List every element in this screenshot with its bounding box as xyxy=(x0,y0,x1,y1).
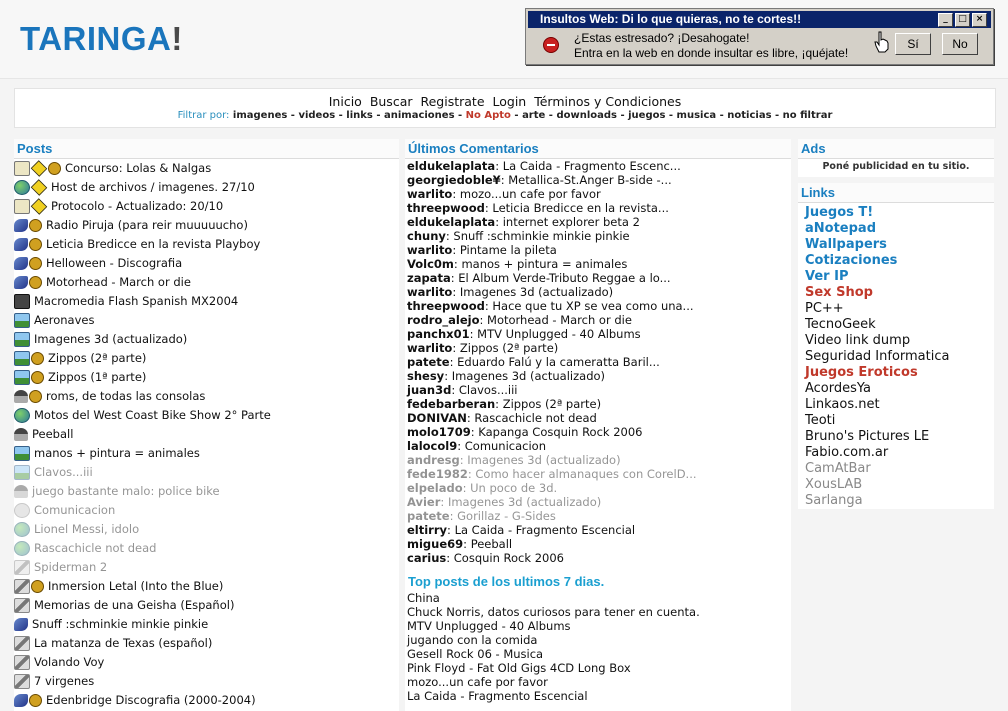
img-icon xyxy=(14,351,30,366)
links-heading: Links xyxy=(798,183,994,203)
close-icon[interactable]: × xyxy=(972,13,987,27)
comment-user[interactable]: fedebarberan xyxy=(407,397,496,411)
comment-item[interactable]: georgiedoble¥: Metallica-St.Anger B-side -... xyxy=(407,173,672,187)
post-item[interactable] xyxy=(14,539,399,558)
filter-bar: Filtrar por: imagenes - videos - links - animaciones - No Apto - arte - downloads - juegos - musica - noticias - no filtrar xyxy=(177,110,833,121)
filter-noticias[interactable]: noticias xyxy=(727,110,772,121)
music-icon xyxy=(14,219,28,232)
filter-no-apto[interactable]: No Apto xyxy=(465,110,511,121)
comment-item[interactable]: juan3d: Clavos...iii xyxy=(407,383,518,397)
key-icon xyxy=(29,257,42,270)
pencil-icon xyxy=(14,674,30,689)
key-icon xyxy=(31,352,44,365)
post-item[interactable] xyxy=(14,577,399,596)
filter-juegos[interactable]: juegos xyxy=(628,110,666,121)
nav-link-login[interactable]: Login xyxy=(492,94,527,109)
comment-post-title[interactable]: manos + pintura = animales xyxy=(461,257,628,271)
minimize-icon[interactable]: _ xyxy=(938,13,953,27)
post-title[interactable]: Imagenes 3d (actualizado) xyxy=(34,332,188,346)
comment-user[interactable]: fede1982 xyxy=(407,467,468,481)
globe-icon xyxy=(14,408,30,423)
comment-post-title[interactable]: Un poco de 3d. xyxy=(470,481,558,495)
warn-icon xyxy=(31,198,47,214)
comment-user[interactable]: warlito xyxy=(407,243,453,257)
music-icon xyxy=(14,257,28,270)
sidebar-link[interactable]: aNotepad xyxy=(805,221,876,236)
comment-post-title[interactable]: mozo...un cafe por favor xyxy=(459,187,601,201)
post-item[interactable] xyxy=(14,216,399,235)
sidebar-link[interactable]: Ver IP xyxy=(805,269,849,284)
post-title[interactable]: Protocolo - Actualizado: 20/10 xyxy=(51,199,224,213)
post-item[interactable] xyxy=(14,615,399,634)
posts-heading: Posts xyxy=(14,139,399,159)
comment-item[interactable]: molo1709: Kapanga Cosquin Rock 2006 xyxy=(407,425,643,439)
post-title[interactable]: Aeronaves xyxy=(34,313,95,327)
comment-user[interactable]: eldukelaplata xyxy=(407,215,496,229)
key-icon xyxy=(31,580,44,593)
sidebar-link[interactable]: XousLAB xyxy=(805,477,863,492)
comment-user[interactable]: georgiedoble¥ xyxy=(407,173,501,187)
pencil-icon xyxy=(14,579,30,594)
post-item[interactable] xyxy=(14,482,399,501)
comment-user[interactable]: andresg xyxy=(407,453,460,467)
comment-post-title[interactable]: Kapanga Cosquin Rock 2006 xyxy=(478,425,643,439)
comment-post-title[interactable]: Snuff :schminkie minkie pinkie xyxy=(453,229,630,243)
post-item[interactable] xyxy=(14,254,399,273)
post-title[interactable]: La matanza de Texas (español) xyxy=(34,636,213,650)
comment-user[interactable]: shesy xyxy=(407,369,445,383)
music-icon xyxy=(14,618,28,631)
logo-bang: ! xyxy=(171,20,183,57)
sidebar-link[interactable]: PC++ xyxy=(805,301,844,316)
comment-item[interactable]: migue69: Peeball xyxy=(407,537,513,551)
logo-text: TARINGA xyxy=(20,20,172,57)
post-title[interactable]: juego bastante malo: police bike xyxy=(32,484,220,498)
ad-popup-headline: ¿Estas estresado? ¡Desahogate! xyxy=(574,31,750,45)
post-item[interactable] xyxy=(14,368,399,387)
comment-user[interactable]: panchx01 xyxy=(407,327,470,341)
comment-post-title[interactable]: Peeball xyxy=(470,537,513,551)
comment-item[interactable]: eltirry: La Caida - Fragmento Escencial xyxy=(407,523,636,537)
sidebar-link[interactable]: Sex Shop xyxy=(805,285,873,300)
comment-post-title[interactable]: Clavos...iii xyxy=(458,383,518,397)
site-logo[interactable] xyxy=(20,20,183,58)
sidebar-link[interactable]: Linkaos.net xyxy=(805,397,880,412)
post-item[interactable] xyxy=(14,558,399,577)
globe-icon xyxy=(14,522,30,537)
post-item[interactable] xyxy=(14,634,399,653)
comment-user[interactable]: Avier xyxy=(407,495,441,509)
sidebar-link[interactable]: Teoti xyxy=(805,413,836,428)
sidebar-link[interactable]: AcordesYa xyxy=(805,381,872,396)
hand-cursor-icon xyxy=(874,31,890,53)
top-posts-heading: Top posts de los ultimos 7 dias. xyxy=(408,574,605,589)
comment-post-title[interactable]: Imagenes 3d (actualizado) xyxy=(451,369,606,383)
filter-animaciones[interactable]: animaciones xyxy=(383,110,455,121)
comment-item[interactable]: threepwood: Leticia Bredicce en la revista... xyxy=(407,201,669,215)
comment-user[interactable]: warlito xyxy=(407,187,453,201)
ad-popup-subtext: Entra en la web en donde insultar es libre, ¡quéjate! xyxy=(574,46,849,60)
nav-link-buscar[interactable]: Buscar xyxy=(369,94,413,109)
joy-icon xyxy=(14,428,28,441)
post-item[interactable] xyxy=(14,197,399,216)
key-icon xyxy=(29,238,42,251)
sidebar-link[interactable]: TecnoGeek xyxy=(805,317,876,332)
post-item[interactable] xyxy=(14,425,399,444)
warn-icon xyxy=(31,179,47,195)
posts-list xyxy=(14,159,399,710)
nav-links xyxy=(15,94,995,109)
ad-yes-button[interactable]: Sí xyxy=(895,33,931,55)
comment-user[interactable]: threepwood xyxy=(407,201,485,215)
comment-user[interactable]: elpelado xyxy=(407,481,463,495)
comment-post-title[interactable]: internet explorer beta 2 xyxy=(502,215,640,229)
filter-videos[interactable]: videos xyxy=(298,110,336,121)
comment-item[interactable]: warlito: Pintame la pileta xyxy=(407,243,557,257)
nav-link-registrate[interactable]: Registrate xyxy=(420,94,485,109)
comment-post-title[interactable]: Rascachicle not dead xyxy=(474,411,597,425)
post-item[interactable] xyxy=(14,330,399,349)
filter-links[interactable]: links xyxy=(346,110,373,121)
post-item[interactable] xyxy=(14,349,399,368)
filter-downloads[interactable]: downloads xyxy=(556,110,617,121)
pencil-icon xyxy=(14,560,30,575)
comment-item[interactable]: Volc0m: manos + pintura = animales xyxy=(407,257,628,271)
comment-item[interactable]: andresg: Imagenes 3d (actualizado) xyxy=(407,453,621,467)
post-item[interactable] xyxy=(14,235,399,254)
post-title[interactable]: Comunicacion xyxy=(34,503,116,517)
post-item[interactable] xyxy=(14,444,399,463)
comment-post-title[interactable]: El Album Verde-Tributo Reggae a lo... xyxy=(458,271,671,285)
post-title[interactable]: Snuff :schminkie minkie pinkie xyxy=(32,617,209,631)
comment-post-title[interactable]: Gorillaz - G-Sides xyxy=(457,509,556,523)
comment-post-title[interactable]: La Caida - Fragmento Escenc... xyxy=(502,159,681,173)
post-title[interactable]: Helloween - Discografia xyxy=(46,256,183,270)
comment-item[interactable]: elpelado: Un poco de 3d. xyxy=(407,481,558,495)
post-title[interactable]: manos + pintura = animales xyxy=(34,446,200,460)
sidebar-link[interactable]: Video link dump xyxy=(805,333,911,348)
filter-arte[interactable]: arte xyxy=(522,110,546,121)
top-post-item[interactable]: China xyxy=(407,591,440,605)
comment-item[interactable]: fedebarberan: Zippos (2ª parte) xyxy=(407,397,602,411)
post-item[interactable] xyxy=(14,406,399,425)
comment-item[interactable]: warlito: mozo...un cafe por favor xyxy=(407,187,601,201)
joy-icon xyxy=(14,390,28,403)
comment-user[interactable]: eldukelaplata xyxy=(407,159,496,173)
comment-item[interactable]: lalocol9: Comunicacion xyxy=(407,439,547,453)
comment-user[interactable]: migue69 xyxy=(407,537,464,551)
ad-popup-title: Insultos Web: Di lo que quieras, no te cortes!! xyxy=(540,12,802,26)
link-icon xyxy=(14,503,30,518)
top-posts-list xyxy=(405,591,791,703)
post-title[interactable]: Radio Piruja (para reir muuuuucho) xyxy=(46,218,248,232)
img-icon xyxy=(14,332,30,347)
post-title[interactable]: Spiderman 2 xyxy=(34,560,108,574)
comment-user[interactable]: rodro_alejo xyxy=(407,313,480,327)
warn-icon xyxy=(31,160,47,176)
music-icon xyxy=(14,276,28,289)
comment-post-title[interactable]: La Caida - Fragmento Escencial xyxy=(454,523,636,537)
comment-user[interactable]: warlito xyxy=(407,341,453,355)
comment-item[interactable]: rodro_alejo: Motorhead - March or die xyxy=(407,313,632,327)
comment-item[interactable]: DONIVAN: Rascachicle not dead xyxy=(407,411,597,425)
top-post-item[interactable]: mozo...un cafe por favor xyxy=(407,675,548,689)
sidebar-link[interactable]: Fabio.com.ar xyxy=(805,445,889,460)
comment-item[interactable]: panchx01: MTV Unplugged - 40 Albums xyxy=(407,327,641,341)
post-item[interactable] xyxy=(14,653,399,672)
comment-post-title[interactable]: MTV Unplugged - 40 Albums xyxy=(477,327,641,341)
filter-imagenes[interactable]: imagenes xyxy=(232,110,288,121)
comment-post-title[interactable]: Hace que tu XP se vea como una... xyxy=(492,299,694,313)
sidebar-link[interactable]: Bruno's Pictures LE xyxy=(805,429,930,444)
header xyxy=(0,0,1008,79)
comment-user[interactable]: Volc0m xyxy=(407,257,454,271)
comment-post-title[interactable]: Como hacer almanaques con CorelD... xyxy=(475,467,697,481)
post-title[interactable]: 7 virgenes xyxy=(34,674,95,688)
img-icon xyxy=(14,313,30,328)
post-item[interactable] xyxy=(14,672,399,691)
post-item[interactable] xyxy=(14,311,399,330)
top-post-item[interactable]: Gesell Rock 06 - Musica xyxy=(407,647,544,661)
comment-user[interactable]: threepwood xyxy=(407,299,485,313)
ads-text[interactable]: Poné publicidad en tu sitio. xyxy=(822,161,970,172)
comment-item[interactable]: warlito: Zippos (2ª parte) xyxy=(407,341,559,355)
comments-list xyxy=(405,159,791,565)
comment-item[interactable]: carius: Cosquin Rock 2006 xyxy=(407,551,564,565)
key-icon xyxy=(29,694,42,707)
top-post-item[interactable]: Pink Floyd - Fat Old Gigs 4CD Long Box xyxy=(407,661,631,675)
key-icon xyxy=(29,276,42,289)
comment-item[interactable]: zapata: El Album Verde-Tributo Reggae a lo... xyxy=(407,271,671,285)
docs-icon xyxy=(14,161,30,176)
comment-user[interactable]: molo1709 xyxy=(407,425,471,439)
maximize-icon[interactable]: □ xyxy=(955,13,970,27)
ad-no-button[interactable]: No xyxy=(942,33,978,55)
comment-item[interactable]: patete: Eduardo Falú y la cameratta Baril... xyxy=(407,355,660,369)
posts-column xyxy=(14,139,399,711)
music-icon xyxy=(14,238,28,251)
post-title[interactable]: Leticia Bredicce en la revista Playboy xyxy=(46,237,261,251)
key-icon xyxy=(29,390,42,403)
comment-user[interactable]: zapata xyxy=(407,271,451,285)
comment-post-title[interactable]: Imagenes 3d (actualizado) xyxy=(459,285,614,299)
sidebar-link[interactable]: Juegos T! xyxy=(805,205,874,220)
sidebar-link[interactable]: Seguridad Informatica xyxy=(805,349,950,364)
post-title[interactable]: Volando Voy xyxy=(34,655,105,669)
top-post-item[interactable]: jugando con la comida xyxy=(407,633,538,647)
post-title[interactable]: Motorhead - March or die xyxy=(46,275,191,289)
comment-user[interactable]: eltirry xyxy=(407,523,448,537)
post-title[interactable]: Zippos (2ª parte) xyxy=(48,351,147,365)
links-box xyxy=(798,183,994,509)
ad-popup-titlebar xyxy=(528,11,991,28)
comment-item[interactable]: chuny: Snuff :schminkie minkie pinkie xyxy=(407,229,630,243)
comment-post-title[interactable]: Comunicacion xyxy=(464,439,547,453)
post-title[interactable]: Peeball xyxy=(32,427,74,441)
post-title[interactable]: Clavos...iii xyxy=(34,465,93,479)
ads-heading: Ads xyxy=(798,139,994,159)
comment-post-title[interactable]: Zippos (2ª parte) xyxy=(502,397,602,411)
pencil-icon xyxy=(14,636,30,651)
comment-user[interactable]: carius xyxy=(407,551,447,565)
comments-column xyxy=(405,139,791,711)
sidebar-link[interactable]: Wallpapers xyxy=(805,237,887,252)
post-title[interactable]: Inmersion Letal (Into the Blue) xyxy=(48,579,224,593)
post-title[interactable]: Edenbridge Discografia (2000-2004) xyxy=(46,693,256,707)
right-sidebar xyxy=(798,139,994,519)
top-post-item[interactable]: La Caida - Fragmento Escencial xyxy=(407,689,588,703)
img-icon xyxy=(14,446,30,461)
key-icon xyxy=(48,162,61,175)
pencil-icon xyxy=(14,598,30,613)
links-list xyxy=(798,203,994,509)
pencil-icon xyxy=(14,655,30,670)
key-icon xyxy=(31,371,44,384)
post-item[interactable] xyxy=(14,463,399,482)
post-title[interactable]: Host de archivos / imagenes. 27/10 xyxy=(51,180,255,194)
comment-item[interactable]: fede1982: Como hacer almanaques con CorelD... xyxy=(407,467,697,481)
joy-icon xyxy=(14,485,28,498)
sidebar-link[interactable]: Juegos Eroticos xyxy=(805,365,918,380)
ads-box xyxy=(798,139,994,177)
post-item[interactable] xyxy=(14,273,399,292)
comment-user[interactable]: patete xyxy=(407,509,450,523)
nav-link-inicio[interactable]: Inicio xyxy=(328,94,362,109)
sidebar-link[interactable]: Cotizaciones xyxy=(805,253,898,268)
globe-icon xyxy=(14,541,30,556)
angry-face-icon xyxy=(543,37,559,53)
post-item[interactable] xyxy=(14,387,399,406)
post-title[interactable]: Macromedia Flash Spanish MX2004 xyxy=(34,294,239,308)
img-icon xyxy=(14,370,30,385)
post-item[interactable] xyxy=(14,159,399,178)
filter-no-filtrar[interactable]: no filtrar xyxy=(782,110,833,121)
post-title[interactable]: Rascachicle not dead xyxy=(34,541,157,555)
comment-post-title[interactable]: Zippos (2ª parte) xyxy=(459,341,559,355)
post-item[interactable] xyxy=(14,292,399,311)
comment-user[interactable]: lalocol9 xyxy=(407,439,458,453)
comment-user[interactable]: chuny xyxy=(407,229,446,243)
comment-post-title[interactable]: Metallica-St.Anger B-side -... xyxy=(508,173,672,187)
comment-user[interactable]: warlito xyxy=(407,285,453,299)
post-title[interactable]: Concurso: Lolas & Nalgas xyxy=(65,161,212,175)
docs-icon xyxy=(14,199,30,214)
sidebar-link[interactable]: CamAtBar xyxy=(805,461,871,476)
comment-item[interactable]: threepwood: Hace que tu XP se vea como una... xyxy=(407,299,694,313)
ad-popup-window[interactable] xyxy=(525,8,994,65)
globe-icon xyxy=(14,180,30,195)
filter-label: Filtrar por: xyxy=(177,110,230,121)
filter-musica[interactable]: musica xyxy=(676,110,717,121)
music-icon xyxy=(14,694,28,707)
img-icon xyxy=(14,465,30,480)
comment-item[interactable]: warlito: Imagenes 3d (actualizado) xyxy=(407,285,614,299)
comment-user[interactable]: DONIVAN xyxy=(407,411,467,425)
post-title[interactable]: roms, de todas las consolas xyxy=(46,389,206,403)
comment-post-title[interactable]: Imagenes 3d (actualizado) xyxy=(447,495,602,509)
post-item[interactable] xyxy=(14,501,399,520)
comment-item[interactable]: eldukelaplata: internet explorer beta 2 xyxy=(407,215,640,229)
comments-heading: Últimos Comentarios xyxy=(405,139,791,159)
post-item[interactable] xyxy=(14,520,399,539)
post-title[interactable]: Lionel Messi, idolo xyxy=(34,522,140,536)
comment-post-title[interactable]: Leticia Bredicce en la revista... xyxy=(492,201,669,215)
sidebar-link[interactable]: Sarlanga xyxy=(805,493,863,508)
main-nav xyxy=(14,88,996,128)
comment-item[interactable]: patete: Gorillaz - G-Sides xyxy=(407,509,556,523)
top-post-item[interactable]: Chuck Norris, datos curiosos para tener en cuenta. xyxy=(407,605,700,619)
post-item[interactable] xyxy=(14,691,399,710)
comment-item[interactable]: Avier: Imagenes 3d (actualizado) xyxy=(407,495,602,509)
comment-post-title[interactable]: Eduardo Falú y la cameratta Baril... xyxy=(457,355,660,369)
comment-post-title[interactable]: Pintame la pileta xyxy=(459,243,557,257)
disk-icon xyxy=(14,294,30,309)
comment-user[interactable]: juan3d xyxy=(407,383,452,397)
post-title[interactable]: Zippos (1ª parte) xyxy=(48,370,147,384)
comment-post-title[interactable]: Imagenes 3d (actualizado) xyxy=(467,453,621,467)
post-item[interactable] xyxy=(14,596,399,615)
key-icon xyxy=(29,219,42,232)
post-title[interactable]: Motos del West Coast Bike Show 2° Parte xyxy=(34,408,271,422)
comment-post-title[interactable]: Motorhead - March or die xyxy=(487,313,632,327)
comment-user[interactable]: patete xyxy=(407,355,450,369)
nav-link-terminos[interactable]: Términos y Condiciones xyxy=(534,94,682,109)
post-item[interactable] xyxy=(14,178,399,197)
comment-post-title[interactable]: Cosquin Rock 2006 xyxy=(453,551,564,565)
comment-item[interactable]: shesy: Imagenes 3d (actualizado) xyxy=(407,369,606,383)
top-post-item[interactable]: MTV Unplugged - 40 Albums xyxy=(407,619,571,633)
comment-item[interactable]: eldukelaplata: La Caida - Fragmento Escenc... xyxy=(407,159,681,173)
post-title[interactable]: Memorias de una Geisha (Español) xyxy=(34,598,235,612)
